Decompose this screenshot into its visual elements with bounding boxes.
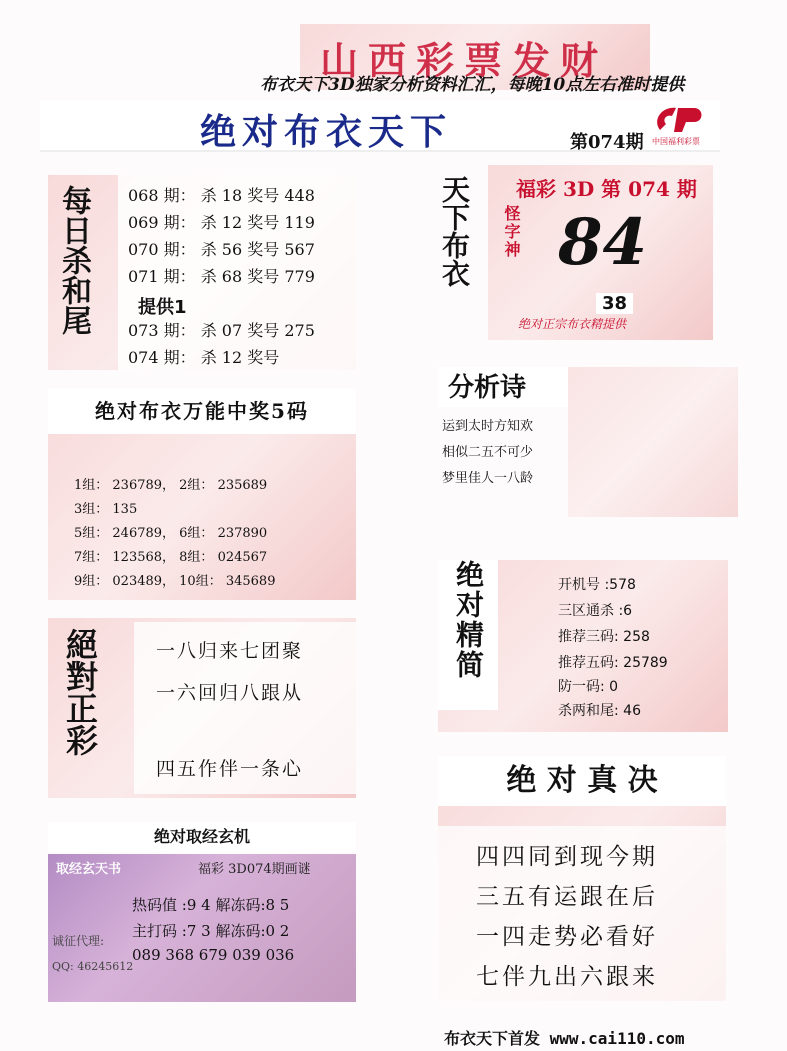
- five-code-group: 1组： 236789， 2组： 235689: [74, 478, 268, 493]
- xuanji-agent: 诚征代理:: [52, 934, 105, 948]
- picture-number: 38: [596, 293, 633, 314]
- issue-label: 第074期: [570, 132, 644, 153]
- poem-panel: [438, 367, 738, 517]
- kill-tail-row: 068 期： 杀 18 奖号 448: [128, 186, 315, 205]
- xuanji-banner-right: 福彩 3D074期画谜: [198, 862, 311, 877]
- zheng-cai-line: 一八归来七团聚: [156, 640, 304, 662]
- kill-tail-row: 070 期： 杀 56 奖号 567: [128, 240, 315, 259]
- zhen-jue-line: 四四同到现今期: [476, 844, 658, 870]
- five-code-group: 3组： 135: [74, 502, 138, 517]
- picture-card-sub: 怪字神: [502, 205, 521, 259]
- zhen-jue-panel: [438, 756, 726, 1001]
- poem-title: 分析诗: [438, 367, 568, 407]
- five-code-group: 9组： 023489， 10组： 345689: [74, 574, 276, 589]
- xuanji-nums: 089 368 679 039 036: [132, 946, 295, 964]
- xuanji-banner-left: 取经玄天书: [56, 862, 122, 877]
- zhen-jue-body: [438, 826, 726, 1001]
- big-title: 绝对布衣天下: [200, 111, 453, 153]
- jingjian-title: 绝对精简: [438, 560, 498, 710]
- kill-tail-list: [118, 175, 356, 370]
- picture-clue-panel: [438, 165, 738, 365]
- xuanji-title: 绝对取经玄机: [48, 822, 356, 852]
- zheng-cai-title: 絕對正彩: [61, 628, 99, 756]
- jingjian-item: 杀两和尾: 46: [558, 703, 641, 719]
- jingjian-item: 防一码: 0: [558, 679, 619, 695]
- kill-tail-row: 073 期： 杀 07 奖号 275: [128, 321, 315, 340]
- jingjian-item: 三区通杀 :6: [558, 603, 633, 619]
- five-code-panel: [48, 388, 356, 600]
- xuanji-main: 主打码 :7 3 解冻码:0 2: [132, 922, 290, 940]
- zhen-jue-line: 七伴九出六跟来: [476, 964, 658, 990]
- kill-tail-panel: [48, 175, 356, 370]
- five-code-group: 7组： 123568， 8组： 024567: [74, 550, 268, 565]
- jingjian-item: 推荐五码: 25789: [558, 655, 668, 671]
- provider-label: 提供1: [138, 297, 187, 318]
- jingjian-item: 开机号 :578: [558, 577, 636, 593]
- kill-tail-row: 069 期： 杀 12 奖号 119: [128, 213, 315, 232]
- xuanji-box: [48, 854, 356, 1002]
- poem-line: 相似二五不可少: [442, 445, 534, 460]
- cwl-logo-icon: [650, 102, 710, 146]
- picture-footer: 绝对正宗布衣精提供: [518, 317, 627, 331]
- poem-line: 梦里佳人一八龄: [442, 471, 534, 486]
- footer-text: 布衣天下首发 www.cai110.com: [444, 1029, 685, 1048]
- zhen-jue-title: 绝 对 真 决: [438, 756, 726, 806]
- five-code-title: 绝对布衣万能中奖5码: [48, 388, 356, 434]
- five-code-group: 5组： 246789， 6组： 237890: [74, 526, 268, 541]
- handwritten-number: 84: [558, 205, 648, 280]
- tagline: 布衣天下3D独家分析资料汇汇，每晚10点左右准时提供: [260, 75, 685, 95]
- zhen-jue-line: 三五有运跟在后: [476, 884, 658, 910]
- kill-tail-title: 每日杀和尾: [56, 185, 91, 335]
- picture-card-title: 福彩 3D 第 074 期: [516, 177, 697, 201]
- kill-tail-row: 071 期： 杀 68 奖号 779: [128, 267, 315, 286]
- zheng-cai-panel: [48, 618, 356, 798]
- picture-side-title: 天下布衣: [438, 175, 471, 287]
- zhen-jue-line: 一四走势必看好: [476, 924, 658, 950]
- poem-line: 运到太时方知欢: [442, 419, 534, 434]
- zheng-cai-line: 一六回归八跟从: [156, 682, 304, 704]
- xuanji-hot: 热码值 :9 4 解冻码:8 5: [132, 896, 290, 914]
- xuanji-qq: QQ: 46245612: [52, 960, 134, 973]
- logo-caption: 中国福利彩票: [652, 137, 700, 146]
- xuanji-panel: [48, 822, 356, 1002]
- top-banner-text: 山西彩票发财: [320, 38, 609, 83]
- title-bar: [40, 100, 720, 152]
- kill-tail-row: 074 期： 杀 12 奖号: [128, 348, 280, 367]
- jingjian-panel: [438, 560, 728, 732]
- zheng-cai-lines: [134, 622, 356, 794]
- poem-deco: [568, 367, 738, 517]
- jingjian-item: 推荐三码: 258: [558, 629, 650, 645]
- zheng-cai-line: 四五作伴一条心: [156, 758, 304, 780]
